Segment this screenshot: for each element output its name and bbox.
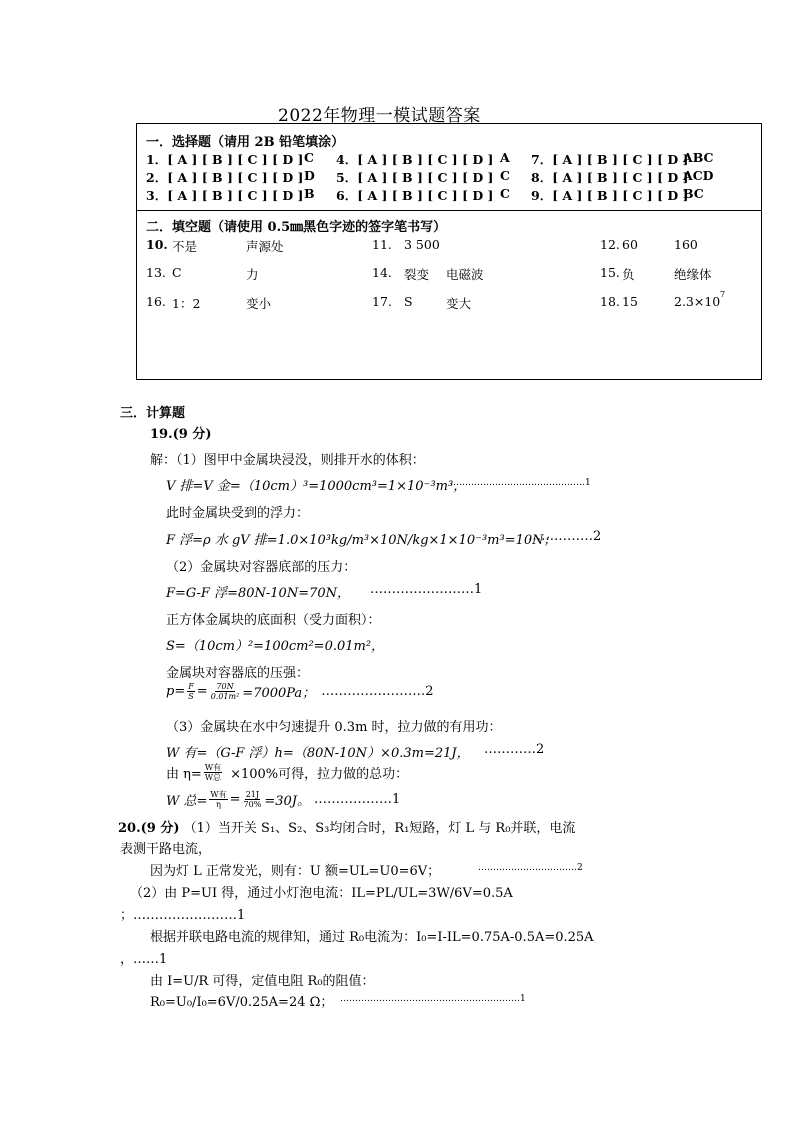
q19-label: 19.(9 分) — [150, 427, 212, 442]
formula-text: =7000Pa； — [242, 686, 316, 701]
choice-item — [146, 186, 303, 204]
formula-text: W 总= — [166, 794, 208, 809]
choice-answer: ACD — [683, 168, 714, 183]
fill-answer: 变小 — [246, 296, 272, 311]
q19-line: （3）金属块在水中匀速提升 0.3m 时，拉力做的有用功： — [166, 720, 502, 735]
fraction — [187, 682, 195, 701]
q19-line: W 有=（G-F 浮）h=（80N-10N）×0.3m=21J， — [166, 746, 470, 761]
choice-options: [ A ] [ B ] [ C ] [ D ] — [167, 170, 304, 185]
q19-line: V 排=V 金=（10cm）³=1000cm³=1×10⁻³m³， — [166, 479, 467, 494]
choice-answer: B — [304, 186, 315, 201]
choice-number: 9． — [531, 188, 553, 203]
fill-number: 12. — [600, 237, 620, 252]
fill-answer: 电磁波 — [446, 267, 484, 282]
choice-options: [ A ] [ B ] [ C ] [ D ] — [552, 170, 689, 185]
q20-line: 表测干路电流， — [120, 842, 212, 857]
formula-text: 由 η= — [166, 767, 202, 782]
q19-line: 解：（1）图甲中金属块浸没，则排开水的体积： — [150, 453, 425, 468]
choice-item — [146, 150, 303, 168]
fill-answer: 变大 — [446, 296, 472, 311]
q20-line: R₀=U₀/I₀=6V/0.25A=24 Ω； — [150, 995, 334, 1010]
q20-line: 由 I=U/R 可得，定值电阻 R₀的阻值： — [150, 974, 375, 989]
fill-number: 13. — [146, 265, 166, 280]
choice-number: 5． — [336, 170, 358, 185]
numerator: F — [188, 682, 194, 691]
page-title: 2022年物理一模试题答案 — [278, 106, 481, 126]
denominator: η — [216, 800, 221, 809]
choice-number: 6． — [336, 188, 358, 203]
q19-line: S=（10cm）²=100cm²=0.01m²， — [166, 639, 385, 654]
denominator: S — [188, 692, 194, 701]
fill-answer: 负 — [622, 267, 635, 282]
fill-section-heading: 二．填空题（请使用 0.5㎜黑色字迹的签字笔书写） — [146, 220, 447, 235]
numerator: W有 — [210, 790, 227, 799]
q20-line: 因为灯 L 正常发光，则有：U 额=UL=U0=6V； — [150, 864, 441, 879]
choice-answer: BC — [683, 186, 704, 201]
q19-line: F=G-F 浮=80N-10N=70N， — [166, 586, 351, 601]
fill-number: 18. — [600, 294, 620, 309]
choice-options: [ A ] [ B ] [ C ] [ D ] — [552, 188, 689, 203]
choice-item — [336, 186, 493, 204]
denominator: 70% — [243, 800, 262, 809]
q20-line: ，……1 — [120, 952, 168, 967]
total-work-formula: W 总= $\frac{\text{W有}}{\eta}$ = $\frac{21J}{70\%}$ =30J。 ………………1 — [166, 790, 401, 809]
fill-answer: S — [404, 294, 413, 309]
fill-number: 11. — [372, 237, 392, 252]
choice-item — [531, 150, 688, 168]
choice-options: [ A ] [ B ] [ C ] [ D ] — [357, 152, 494, 167]
formula-text: =30J。 — [264, 794, 310, 809]
fill-answer: 不是 — [172, 239, 198, 254]
fill-number: 15. — [600, 265, 620, 280]
fraction — [243, 790, 263, 809]
fill-answer: 声源处 — [246, 239, 284, 254]
fill-answer: 2.3×10 — [674, 294, 721, 309]
choice-answer: ABC — [683, 150, 714, 165]
q19-line: （2）金属块对容器底部的压力： — [166, 560, 357, 575]
choice-answer: C — [500, 168, 510, 183]
choice-answer: C — [304, 150, 314, 165]
fill-number: 16. — [146, 294, 166, 309]
choice-answer: A — [500, 150, 510, 165]
choice-item — [531, 186, 688, 204]
numerator: 21J — [245, 790, 260, 799]
choice-number: 7． — [531, 152, 553, 167]
choice-item — [336, 168, 493, 186]
score-dots: ……………………………………………………1 — [340, 994, 526, 1004]
choice-options: [ A ] [ B ] [ C ] [ D ] — [552, 152, 689, 167]
q20-line: （2）由 P=UI 得，通过小灯泡电流：IL=PL/UL=3W/6V=0.5A — [130, 886, 513, 901]
choice-options: [ A ] [ B ] [ C ] [ D ] — [357, 188, 494, 203]
choice-number: 8． — [531, 170, 553, 185]
choice-section-heading: 一．选择题（请用 2B 铅笔填涂） — [146, 135, 345, 150]
fill-answer: 15 — [622, 294, 638, 309]
fill-answer: C — [172, 265, 182, 280]
choice-number: 1． — [146, 152, 168, 167]
choice-answer: D — [304, 168, 315, 183]
choice-options: [ A ] [ B ] [ C ] [ D ] — [167, 152, 304, 167]
formula-text: p= — [166, 684, 186, 699]
efficiency-formula — [166, 763, 408, 782]
choice-number: 2． — [146, 170, 168, 185]
fill-number: 10. — [146, 237, 168, 252]
denominator: 0.01m² — [210, 692, 240, 701]
pressure-formula: p= $\frac{F}{S}$ = $\frac{70N}{\text{0.01m²}}$ =7000Pa； ……………………2 — [166, 682, 434, 701]
q19-line: 此时金属块受到的浮力： — [166, 506, 310, 521]
exponent: 7 — [720, 290, 726, 299]
score-dots: ……………………………2 — [478, 863, 583, 873]
numerator: 70N — [216, 682, 234, 691]
fill-answer: 裂变 — [404, 267, 430, 282]
fill-answer: 1：2 — [172, 296, 201, 311]
q20-line — [118, 817, 575, 836]
q20-line: 根据并联电路电流的规律知，通过 R₀电流为：I₀=I-IL=0.75A-0.5A=0.25A — [150, 930, 594, 945]
score-dots: ……………2 — [528, 529, 602, 544]
score-dots: ……………………1 — [370, 582, 483, 597]
q20-text: （1）当开关 S₁、S₂、S₃均闭合时，R₁短路，灯 L 与 R₀并联，电流 — [183, 821, 576, 836]
fill-answer: 160 — [674, 237, 698, 252]
fill-answer: 力 — [246, 267, 259, 282]
score-dots: ………………………………………1 — [450, 478, 591, 488]
fraction — [209, 790, 227, 809]
fraction — [210, 682, 241, 701]
choice-item — [531, 168, 688, 186]
q19-line: 金属块对容器底的压强： — [166, 666, 310, 681]
choice-number: 4． — [336, 152, 358, 167]
fraction — [204, 763, 222, 782]
calc-section-heading: 三．计算题 — [120, 406, 186, 421]
choice-options: [ A ] [ B ] [ C ] [ D ] — [357, 170, 494, 185]
fill-answer: 3 500 — [404, 237, 440, 252]
score-dots: ……………………2 — [321, 684, 434, 699]
q20-line: ；……………………1 — [120, 908, 246, 923]
formula-text: ×100%可得，拉力做的总功： — [230, 767, 409, 782]
denominator: W总 — [204, 773, 222, 782]
fill-number: 14. — [372, 265, 392, 280]
q19-line: 正方体金属块的底面积（受力面积）： — [166, 613, 381, 628]
numerator: W有 — [204, 763, 222, 772]
fill-answer: 60 — [622, 237, 638, 252]
choice-answer: C — [500, 186, 510, 201]
choice-item — [146, 168, 303, 186]
q20-label: 20.(9 分) — [118, 821, 180, 836]
q19-line: F 浮=ρ 水 gV 排=1.0×10³kg/m³×10N/kg×1×10⁻³m³=10N； — [166, 533, 557, 548]
fill-number: 17. — [372, 294, 392, 309]
score-dots: …………2 — [484, 742, 545, 757]
choice-options: [ A ] [ B ] [ C ] [ D ] — [167, 188, 304, 203]
choice-number: 3． — [146, 188, 168, 203]
fill-answer: 绝缘体 — [674, 267, 712, 282]
choice-item — [336, 150, 493, 168]
score-dots: ………………1 — [313, 792, 401, 807]
